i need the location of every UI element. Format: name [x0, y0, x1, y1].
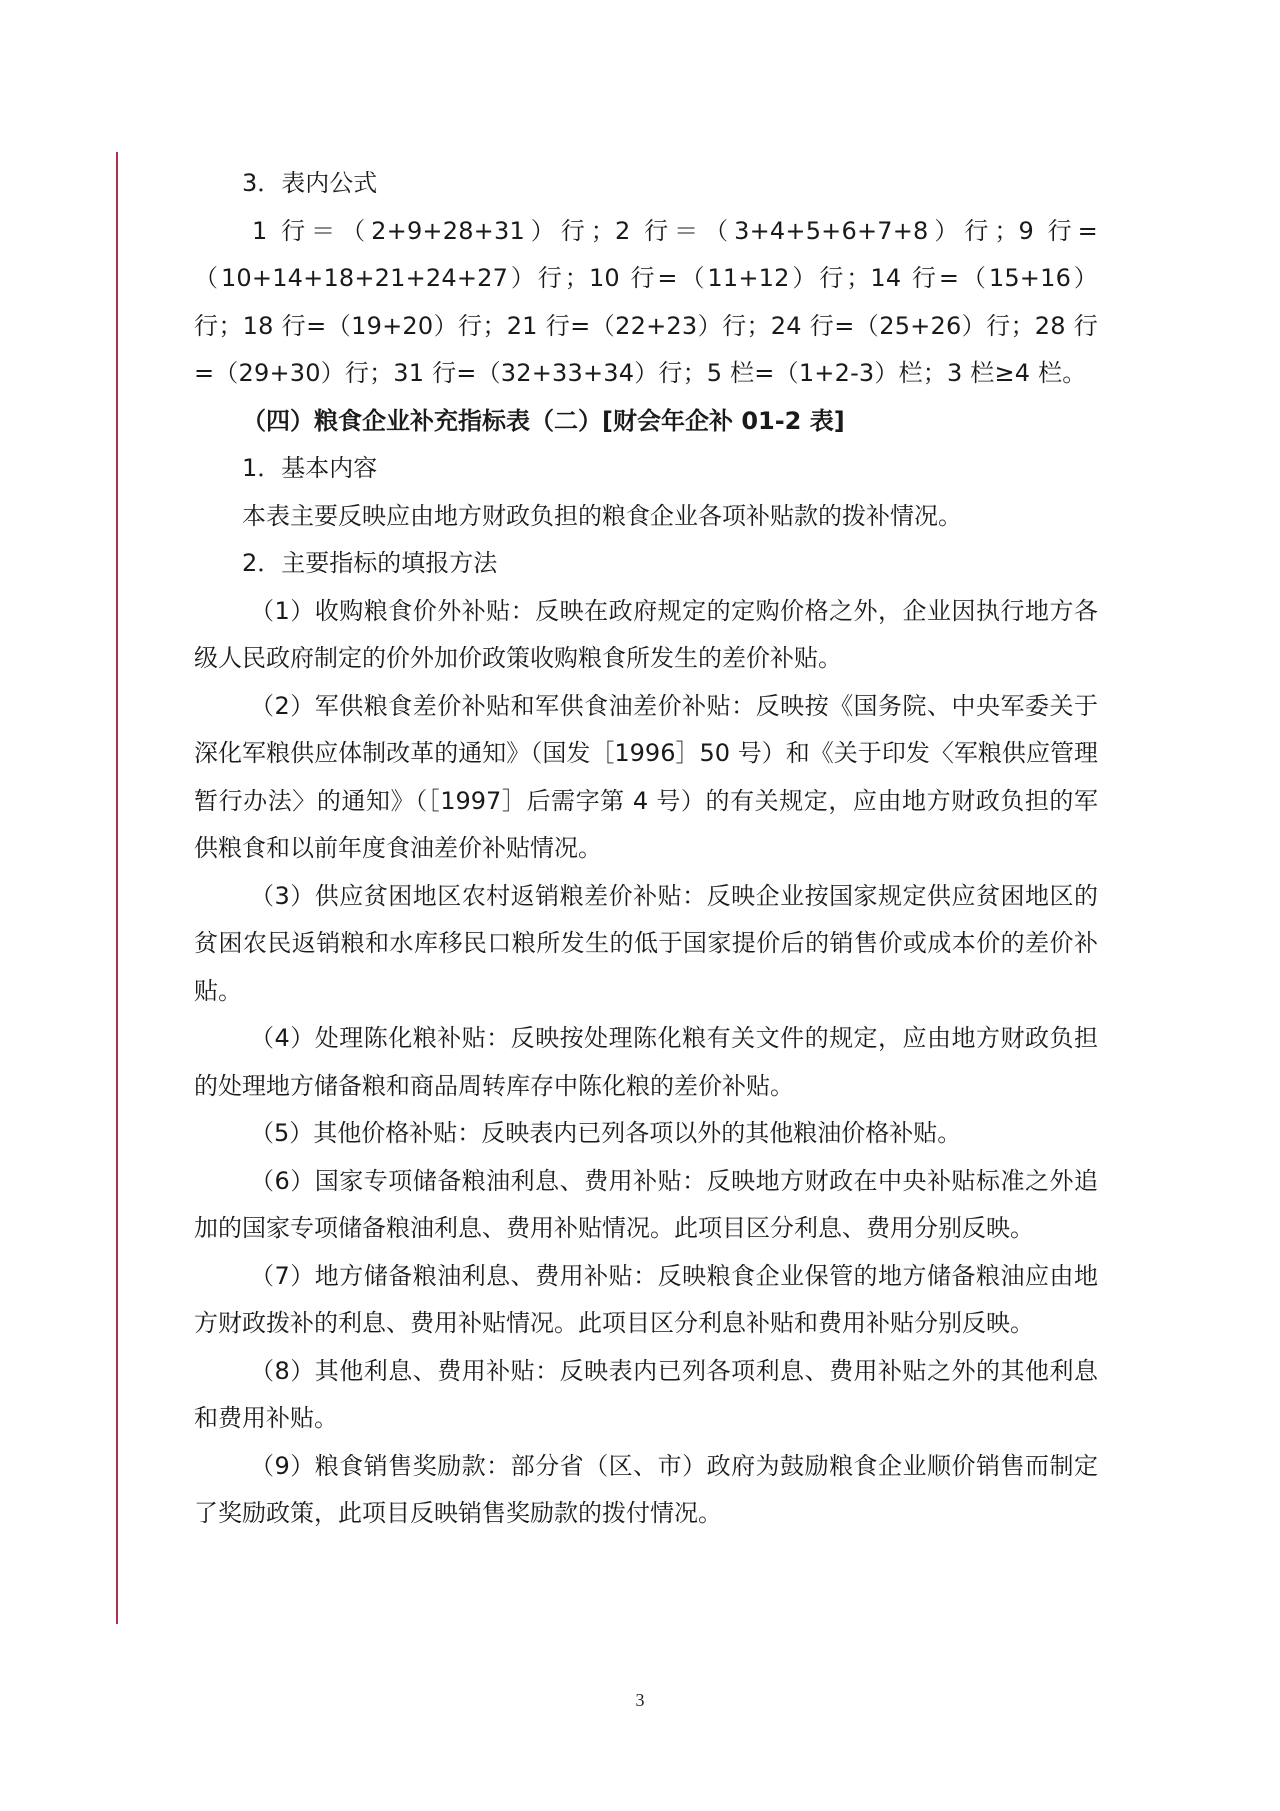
section-title: （四）粮食企业补充指标表（二）[财会年企补 01-2 表]	[242, 406, 845, 435]
margin-rule	[116, 152, 118, 1624]
indicator-item-9: （9）粮食销售奖励款：部分省（区、市）政府为鼓励粮食企业顺价销售而制定了奖励政策，此项目反映销售奖励款的拨付情况。	[194, 1451, 1098, 1527]
indicator-item-3: （3）供应贫困地区农村返销粮差价补贴：反映企业按国家规定供应贫困地区的贫困农民返销粮和水库移民口粮所发生的低于国家提价后的销售价或成本价的差价补贴。	[194, 881, 1098, 1005]
indicator-item-2: （2）军供粮食差价补贴和军供食油差价补贴：反映按《国务院、中央军委关于深化军粮供应体制改革的通知》（国发［1996］50 号）和《关于印发〈军粮供应管理暂行办法〉的通知》（［1997］后需字第 4 号）的有关规定，应由地方财政负担的军供粮食和以前年度食油差价补贴情况。	[194, 691, 1098, 862]
page-number: 3	[635, 1690, 645, 1710]
indicator-item-4: （4）处理陈化粮补贴：反映按处理陈化粮有关文件的规定，应由地方财政负担的处理地方储备粮和商品周转库存中陈化粮的差价补贴。	[194, 1024, 1098, 1100]
formula-text: 1 行＝（2+9+28+31）行；2 行＝（3+4+5+6+7+8）行；9 行=（10+14+18+21+24+27）行；10 行=（11+12）行；14 行=（15+16）行；18 行=（19+20）行；21 行=（22+23）行；24 行=（25+26）行；28 行=（29+30）行；31 行=（32+33+34）行；5 栏=（1+2-3）栏；3 栏≥4 栏。	[194, 216, 1098, 387]
formula-heading: 3．表内公式	[242, 169, 378, 197]
indicator-item-7: （7）地方储备粮油利息、费用补贴：反映粮食企业保管的地方储备粮油应由地方财政拨补的利息、费用补贴情况。此项目区分利息补贴和费用补贴分别反映。	[194, 1261, 1098, 1337]
indicator-item-8: （8）其他利息、费用补贴：反映表内已列各项利息、费用补贴之外的其他利息和费用补贴。	[194, 1356, 1098, 1432]
fill-method-heading: 2．主要指标的填报方法	[242, 549, 498, 577]
indicator-item-1: （1）收购粮食价外补贴：反映在政府规定的定购价格之外，企业因执行地方各级人民政府制定的价外加价政策收购粮食所发生的差价补贴。	[194, 596, 1098, 672]
basic-content-text: 本表主要反映应由地方财政负担的粮食企业各项补贴款的拨补情况。	[242, 501, 962, 530]
basic-content-heading: 1．基本内容	[242, 454, 378, 482]
indicator-item-5: （5）其他价格补贴：反映表内已列各项以外的其他粮油价格补贴。	[250, 1119, 962, 1147]
indicator-item-6: （6）国家专项储备粮油利息、费用补贴：反映地方财政在中央补贴标准之外追加的国家专项储备粮油利息、费用补贴情况。此项目区分利息、费用分别反映。	[194, 1166, 1098, 1242]
document-body	[194, 160, 1098, 1538]
